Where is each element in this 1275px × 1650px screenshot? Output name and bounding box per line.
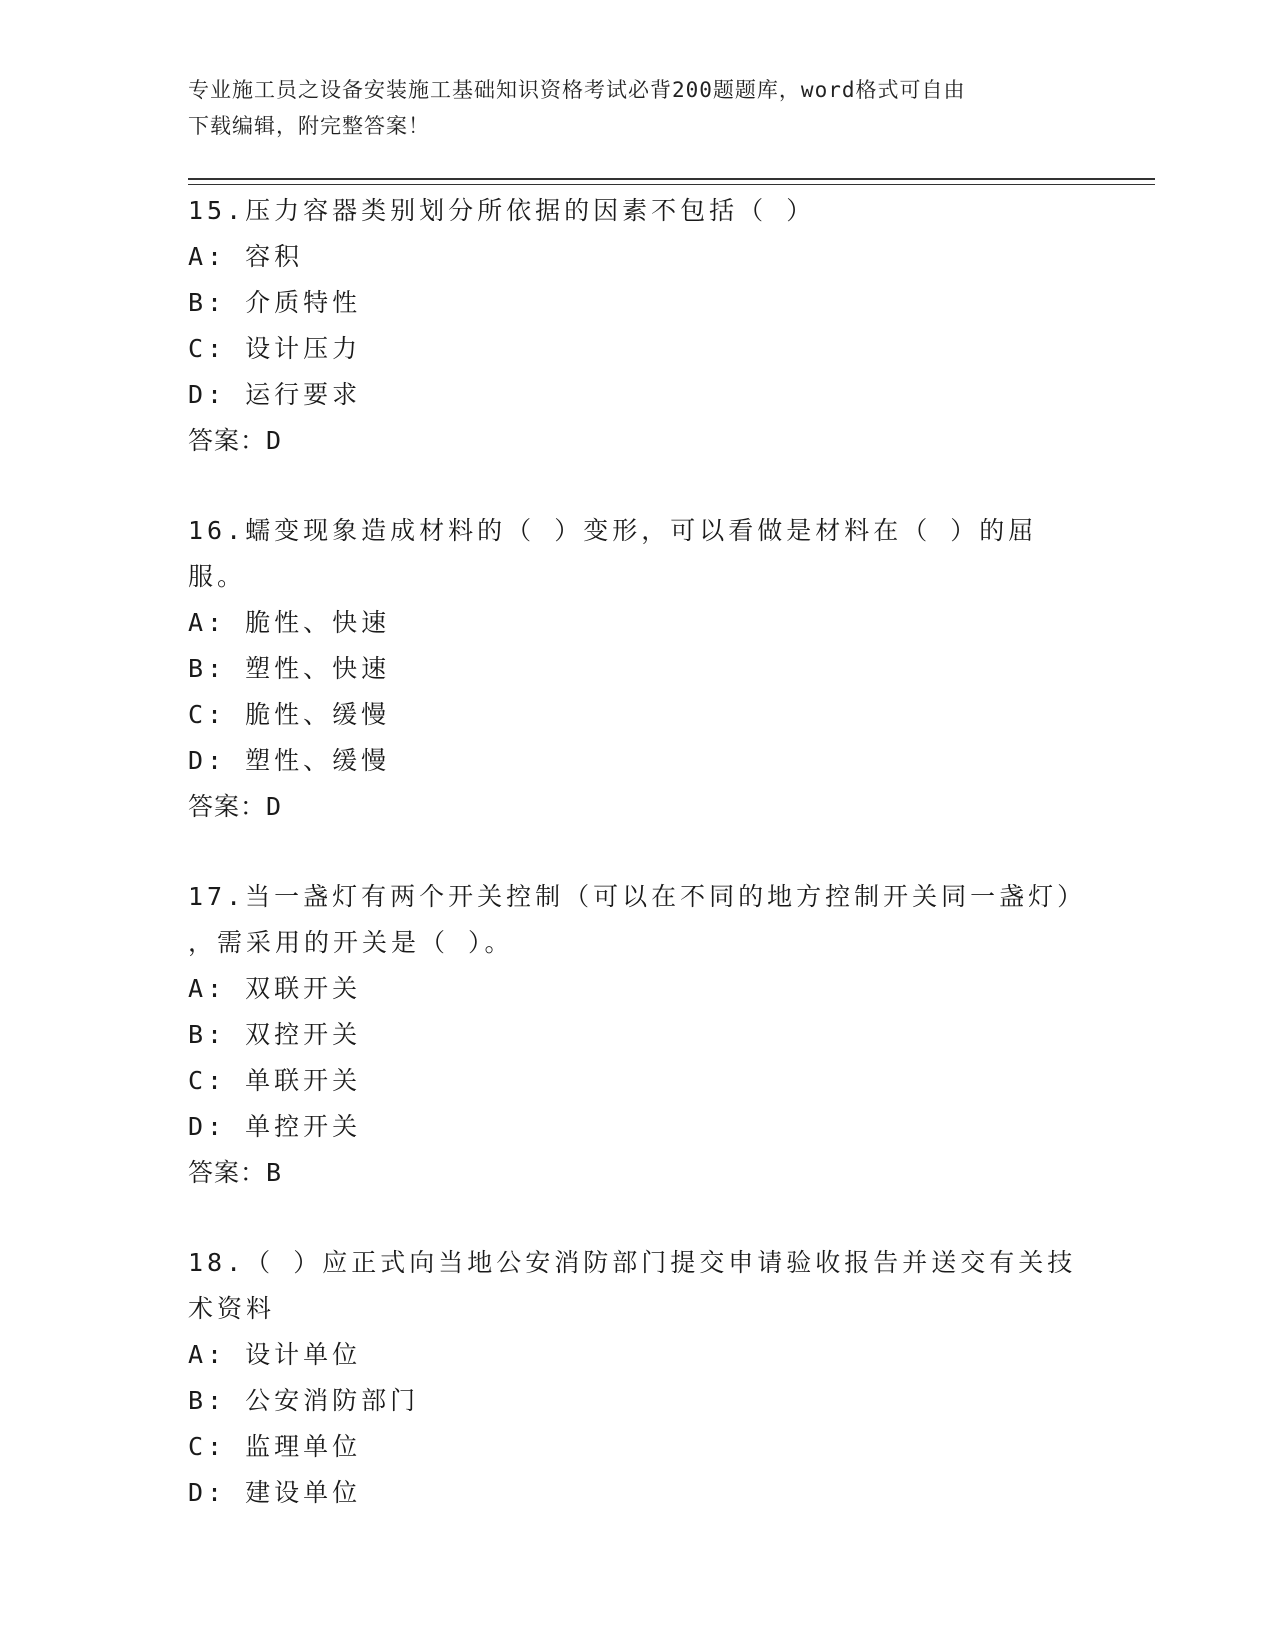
header-divider-thin: [188, 184, 1155, 185]
question-16: [188, 508, 1088, 830]
option-c: C: 监理单位: [188, 1432, 362, 1461]
option-a: A: 双联开关: [188, 974, 362, 1003]
header-line-1: 专业施工员之设备安装施工基础知识资格考试必背200题题库，word格式可自由: [188, 78, 966, 102]
answer: 答案：B: [188, 1158, 283, 1187]
option-d: D: 建设单位: [188, 1478, 362, 1507]
option-a: A: 容积: [188, 242, 304, 271]
option-d: D: 运行要求: [188, 380, 362, 409]
question-18: [188, 1240, 1088, 1516]
question-text: 16.蠕变现象造成材料的（ ）变形，可以看做是材料在（ ）的屈服。: [188, 516, 1038, 591]
answer: 答案：D: [188, 792, 283, 821]
question-text-line-1: 17.当一盏灯有两个开关控制（可以在不同的地方控制开关同一盏灯）: [188, 882, 1087, 911]
option-c: C: 单联开关: [188, 1066, 362, 1095]
header-line-2: 下载编辑，附完整答案！: [188, 114, 430, 138]
option-d: D: 单控开关: [188, 1112, 362, 1141]
option-a: A: 设计单位: [188, 1340, 362, 1369]
answer: 答案：D: [188, 426, 283, 455]
option-c: C: 脆性、缓慢: [188, 700, 391, 729]
option-b: B: 双控开关: [188, 1020, 362, 1049]
question-17: [188, 874, 1088, 1196]
document-header: [188, 72, 1088, 144]
question-list: [188, 188, 1088, 1516]
question-text: 15.压力容器类别划分所依据的因素不包括（ ）: [188, 196, 816, 225]
option-b: B: 介质特性: [188, 288, 362, 317]
header-divider-thick: [188, 178, 1155, 180]
question-15: [188, 188, 1088, 464]
option-c: C: 设计压力: [188, 334, 362, 363]
question-text-line-2: ，需采用的开关是（ ）。: [188, 928, 514, 957]
option-b: B: 公安消防部门: [188, 1386, 420, 1415]
question-text-line-1: 18.（ ）应正式向当地公安消防部门提交申请验收报告并送交有关技: [188, 1248, 1077, 1277]
option-d: D: 塑性、缓慢: [188, 746, 391, 775]
option-b: B: 塑性、快速: [188, 654, 391, 683]
question-text-line-2: 术资料: [188, 1294, 276, 1323]
option-a: A: 脆性、快速: [188, 608, 391, 637]
